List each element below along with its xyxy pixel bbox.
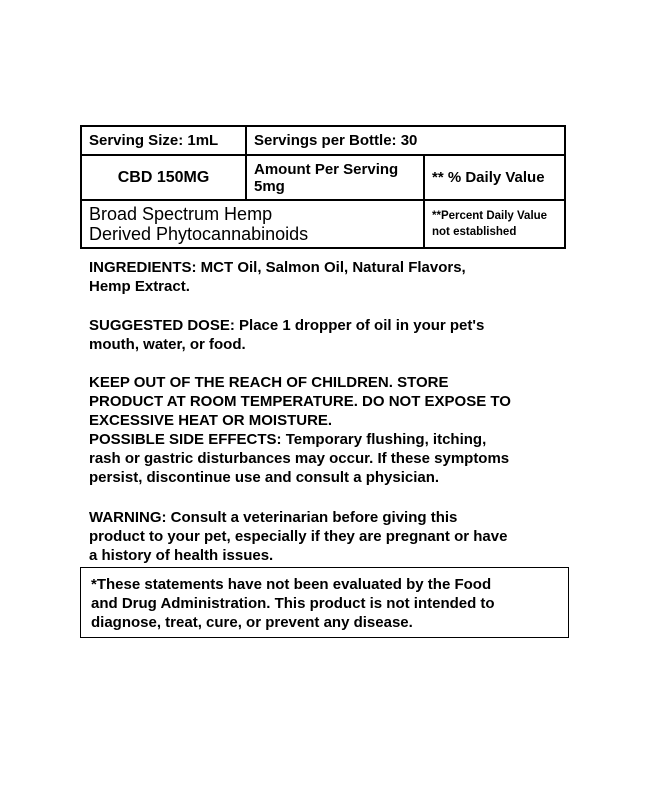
amount-per-serving-cell bbox=[245, 156, 423, 199]
disclaimer-line: *These statements have not been evaluated by the Food bbox=[91, 576, 492, 593]
disclaimer-line: diagnose, treat, cure, or prevent any disease. bbox=[91, 614, 413, 631]
warning-paragraph bbox=[89, 508, 579, 565]
storage-warning-paragraph bbox=[89, 373, 579, 430]
amount-per-serving-label: Amount Per Serving bbox=[254, 160, 399, 178]
table-row-ingredient bbox=[82, 199, 564, 247]
daily-value-header-cell: ** % Daily Value bbox=[423, 156, 564, 199]
storage-warning-line: PRODUCT AT ROOM TEMPERATURE. DO NOT EXPOSE TO bbox=[89, 393, 511, 410]
suggested-dose-line: mouth, water, or food. bbox=[89, 336, 246, 353]
daily-value-note-line-2: not established bbox=[432, 226, 517, 238]
warning-line: WARNING: Consult a veterinarian before giving this bbox=[89, 509, 458, 526]
side-effects-line: persist, discontinue use and consult a physician. bbox=[89, 469, 440, 486]
fda-disclaimer-box bbox=[80, 567, 569, 638]
table-row-serving bbox=[82, 127, 564, 154]
suggested-dose-paragraph bbox=[89, 316, 579, 354]
amount-per-serving-value: 5mg bbox=[254, 177, 285, 195]
warning-line: a history of health issues. bbox=[89, 547, 274, 564]
ingredients-line: Hemp Extract. bbox=[89, 278, 190, 295]
daily-value-note-line-1: **Percent Daily Value bbox=[432, 210, 548, 222]
ingredients-line: INGREDIENTS: MCT Oil, Salmon Oil, Natural Flavors, bbox=[89, 259, 466, 276]
side-effects-line: rash or gastric disturbances may occur. If these symptoms bbox=[89, 450, 510, 467]
side-effects-paragraph bbox=[89, 430, 579, 487]
table-row-amount bbox=[82, 154, 564, 199]
servings-per-bottle-cell: Servings per Bottle: 30 bbox=[245, 127, 564, 154]
ingredient-name-line-2: Derived Phytocannabinoids bbox=[89, 224, 309, 244]
ingredients-paragraph bbox=[89, 258, 579, 296]
storage-warning-line: KEEP OUT OF THE REACH OF CHILDREN. STORE bbox=[89, 374, 449, 391]
warning-line: product to your pet, especially if they are pregnant or have bbox=[89, 528, 508, 545]
disclaimer-line: and Drug Administration. This product is not intended to bbox=[91, 595, 495, 612]
supplement-facts-table bbox=[80, 125, 566, 249]
ingredient-name-line-1: Broad Spectrum Hemp bbox=[89, 204, 273, 224]
daily-value-note-cell bbox=[423, 201, 564, 247]
cbd-amount-cell: CBD 150MG bbox=[117, 169, 210, 186]
ingredient-name-cell bbox=[82, 201, 423, 247]
suggested-dose-line: SUGGESTED DOSE: Place 1 dropper of oil in your pet's bbox=[89, 317, 485, 334]
serving-size-cell: Serving Size: 1mL bbox=[89, 132, 219, 149]
side-effects-line: POSSIBLE SIDE EFFECTS: Temporary flushing, itching, bbox=[89, 431, 487, 448]
storage-warning-line: EXCESSIVE HEAT OR MOISTURE. bbox=[89, 412, 333, 429]
